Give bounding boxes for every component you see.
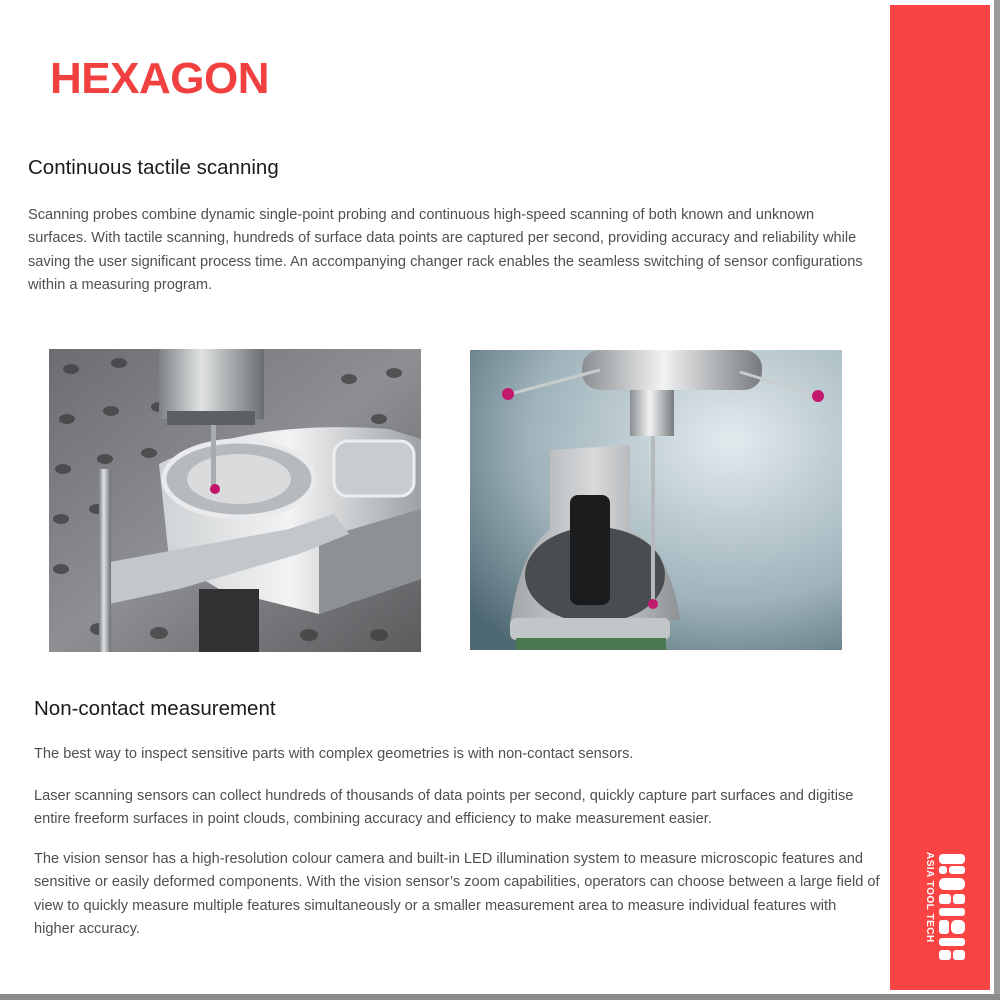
brand-side-band	[890, 5, 990, 990]
section-paragraph-tactile: Scanning probes combine dynamic single-point probing and continuous high-speed scanning of both known and unknown surfaces. With tactile scanning, hundreds of surface data points are captured per second, providing accuracy and reliability while saving the user significant process time. An accompanying changer rack enables the seamless switching of sensor configurations within a measuring program.	[28, 207, 863, 294]
page-shadow-right	[994, 0, 1000, 1000]
page-shadow-bottom	[0, 994, 1000, 1000]
section-heading-noncontact: Non-contact measurement	[34, 697, 276, 720]
section-heading-tactile: Continuous tactile scanning	[28, 156, 279, 179]
section-paragraph-noncontact-1: The best way to inspect sensitive parts with complex geometries is with non-contact sensors.	[34, 746, 634, 762]
hexagon-logo: HEXAGON	[50, 54, 269, 103]
section-paragraph-noncontact-2: Laser scanning sensors can collect hundreds of thousands of data points per second, quickly capture part surfaces and digitise entire freeform surfaces in point clouds, combining accuracy and efficiency to make measurement easier.	[34, 788, 854, 828]
side-logo-text: ASIA TOOL TECH	[924, 852, 935, 943]
tactile-scanning-photo	[49, 349, 421, 652]
star-stylus-photo	[470, 350, 842, 650]
section-paragraph-noncontact-3: The vision sensor has a high-resolution colour camera and built-in LED illumination system to measure microscopic features and sensitive or easily deformed components. With the vision sensor’s zoom capabilities, operators can choose between a large field of view to quickly measure multiple features simultaneously or a smaller measurement area to measure individual features with higher accuracy.	[34, 851, 880, 938]
